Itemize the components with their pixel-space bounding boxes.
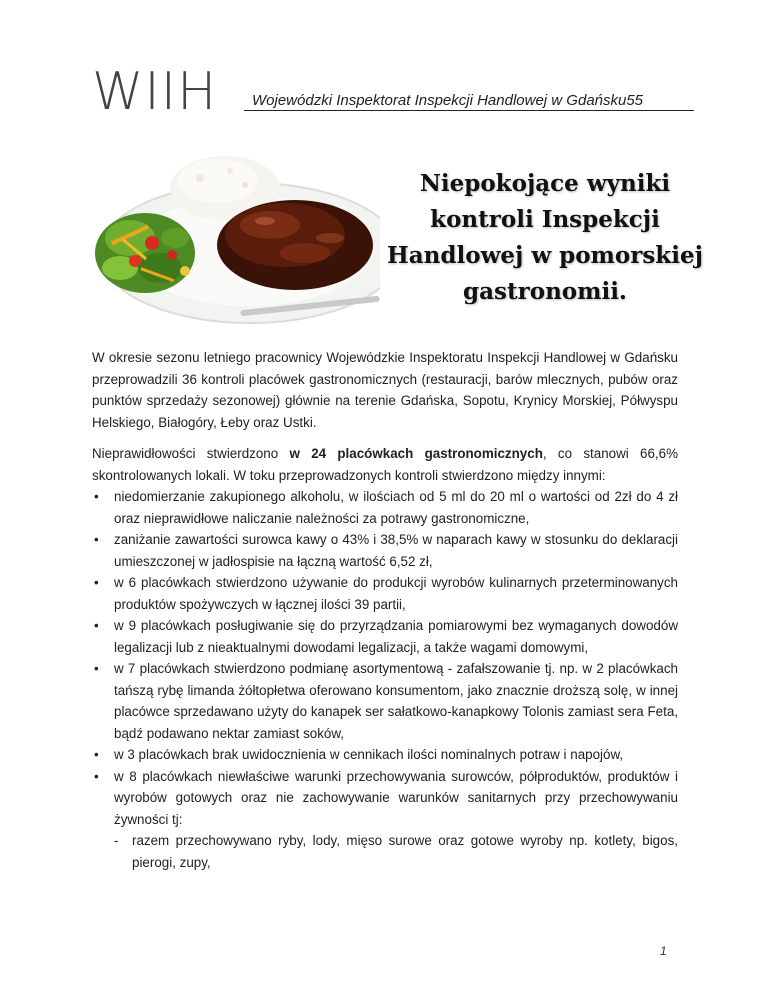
sub-list-item: - razem przechowywano ryby, lody, mięso surowe oraz gotowe wyroby np. kotlety, bigos, pierogi, zupy, <box>114 830 678 873</box>
highlight-text: w 24 placówkach gastronomicznych <box>289 446 543 461</box>
findings-list <box>92 486 678 873</box>
list-item: • w 8 placówkach niewłaściwe warunki przechowywania surowców, półproduktów, produktów i wyrobów gotowych oraz nie zachowywanie warunków sanitarnych przy przechowywaniu żywności tj: - razem przechowywano ryby, lody, mięso surowe oraz gotowe wyroby np. kotlety, bigos, pierogi, zupy, <box>92 766 678 874</box>
list-item: • niedomierzanie zakupionego alkoholu, w ilościach od 5 ml do 20 ml o wartości od 2zł do 4 zł oraz nieprawidłowe naliczanie należności za potrawy gastronomiczne, <box>92 486 678 529</box>
bullet-icon: • <box>94 768 99 784</box>
list-item: • w 3 placówkach brak uwidocznienia w cennikach ilości nominalnych potraw i napojów, <box>92 744 678 766</box>
article-body <box>92 347 678 873</box>
page-header <box>92 62 700 122</box>
findings-paragraph: Nieprawidłowości stwierdzono w 24 placówkach gastronomicznych, co stanowi 66,6% skontrolowanych lokali. W toku przeprowadzonych kontroli stwierdzono między innymi: <box>92 446 678 483</box>
bullet-icon: • <box>94 489 99 504</box>
bullet-icon: • <box>94 618 99 633</box>
food-photo <box>90 143 380 328</box>
bullet-icon: • <box>94 661 99 676</box>
list-item: • w 7 placówkach stwierdzono podmianę asortymentową - zafałszowanie tj. np. w 2 placówkach tańszą rybę limanda żółtopłetwa oferowano konsumentom, jako znacznie droższą solę, w innej placówce sprzedawano użyty do kanapek ser sałatkowo-kanapkowy Tolonis zamiast sera Feta, bądź podawano nektar zamiast soków, <box>92 658 678 744</box>
dash-icon: - <box>114 833 119 848</box>
wiih-logo: WIIH <box>92 62 218 122</box>
page-number: 1 <box>660 944 667 958</box>
list-item: • w 6 placówkach stwierdzono używanie do produkcji wyrobów kulinarnych przeterminowanych produktów spożywczych w łącznej ilości 39 partii, <box>92 572 678 615</box>
list-item: • zaniżanie zawartości surowca kawy o 43% i 38,5% w naparach kawy w stosunku do deklaracji umieszczonej w jadłospisie na łączną wartość 6,52 zł, <box>92 529 678 572</box>
intro-paragraph: W okresie sezonu letniego pracownicy Wojewódzkie Inspektoratu Inspekcji Handlowej w Gdańsku przeprowadzili 36 kontroli placówek gastronomicznych (restauracji, barów mlecznych, pubów oraz punktów sprzedaży sezonowej) głównie na terenie Gdańska, Sopotu, Krynicy Morskiej, Półwyspu Helskiego, Białogóry, Łeby oraz Ustki. <box>92 350 678 430</box>
bullet-icon: • <box>94 532 99 547</box>
bullet-icon: • <box>94 575 99 590</box>
list-item: • w 9 placówkach posługiwanie się do przyrządzania pomiarowymi bez wymaganych dowodów legalizacji lub z nieaktualnymi dowodami legalizacji, a także wagami domowymi, <box>92 615 678 658</box>
bullet-icon: • <box>94 747 99 762</box>
headline: Niepokojące wyniki kontroli Inspekcji Handlowej w pomorskiej gastronomii. <box>387 170 703 305</box>
organization-name: Wojewódzki Inspektorat Inspekcji Handlowej w Gdańsku55 <box>244 92 694 111</box>
